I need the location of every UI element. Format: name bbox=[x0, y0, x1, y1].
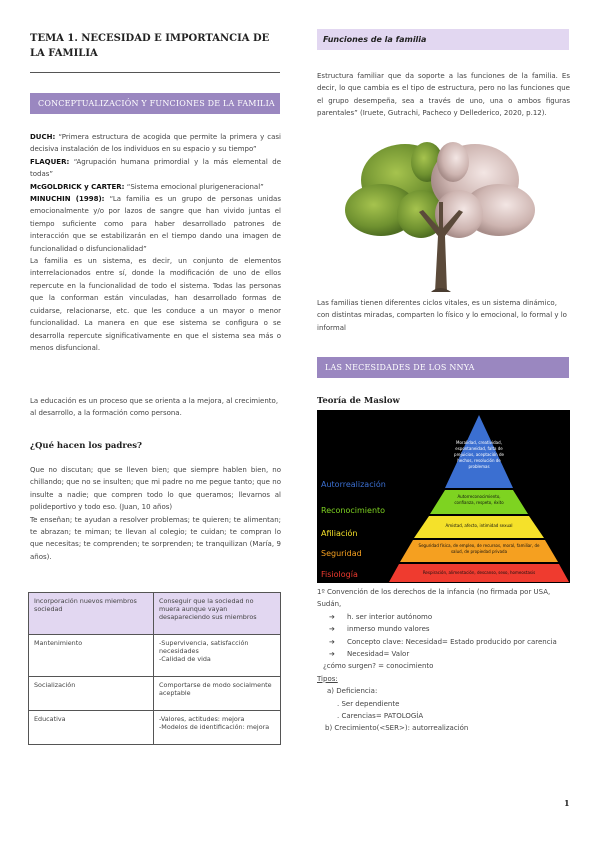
maslow-text-afiliacion: Amistad, afecto, intimidad sexual bbox=[445, 523, 513, 528]
definitions-block bbox=[30, 131, 281, 354]
maslow-text-seguridad: Seguridad física, de empleo, de recursos, moral, familiar, de salud, de propiedad privada bbox=[418, 543, 540, 554]
convention-line: 1º Convención de los derechos de la infancia (no firmada por USA, Sudán, bbox=[317, 588, 551, 609]
cycles-paragraph: Las familias tienen diferentes ciclos vitales, es un sistema dinámico, con distintas miradas, comparten lo físico y lo emocional, lo formal y lo informal bbox=[317, 299, 567, 332]
table-cell: Mantenimiento bbox=[29, 635, 154, 677]
tipos-a1: . Ser dependiente bbox=[337, 699, 400, 708]
table-header-cell: Incorporación nuevos miembros sociedad bbox=[29, 593, 154, 635]
arrow-right-icon: ➔ bbox=[329, 637, 335, 646]
table-header-cell: Conseguir que la sociedad no muera aunque vayan desapareciendo sus miembros bbox=[154, 593, 281, 635]
table-cell: Socialización bbox=[29, 677, 154, 711]
education-paragraph: La educación es un proceso que se orienta a la mejora, al crecimiento, al desarrollo, a la formación como persona. bbox=[30, 397, 279, 418]
definition-minuchin: MINUCHIN (1998): “La familia es un grupo de personas unidas emocionalmente y/o por lazos de sangre que han vivido juntas el tiempo suficiente como para haber desarrollado patrones de interacción que se estabilizarán en el tiempo dando una imagen de funcionalidad o disfuncionalidad” bbox=[30, 195, 281, 253]
list-item: ➔ Concepto clave: Necesidad= Estado producido por carencia bbox=[317, 636, 573, 648]
needs-bullet-list bbox=[317, 611, 573, 661]
list-item: ➔ h. ser interior autónomo bbox=[317, 611, 573, 623]
list-item: ➔ Necesidad= Valor bbox=[317, 648, 573, 660]
arrow-right-icon: ➔ bbox=[329, 650, 335, 659]
functions-paragraph: Estructura familiar que da soporte a las funciones de la familia. Es decir, lo que cambia es el tipo de estructura, pero no las funciones que el grupo desempeña, sea a través de uno, una o ambos figuras parentales” (Iruete, Gutrachi, Pacheco y Dellederico, 2020, p.12). bbox=[317, 72, 570, 118]
table-row bbox=[29, 711, 281, 745]
maslow-heading: Teoría de Maslow bbox=[317, 396, 400, 406]
table-row bbox=[29, 635, 281, 677]
table-row bbox=[29, 677, 281, 711]
tree-trunk bbox=[419, 202, 463, 292]
parents-quote-juan: Que no discutan; que se lleven bien; que siempre hablen bien, no chillando; que no se insulten; que mi padre no me pegue tanto; que no insulte a nadie; que compren todo lo que queramos; llevarnos al polideportivo y todo eso. (Juan, 10 años) bbox=[30, 466, 281, 512]
tipos-a: a) Deficiencia: bbox=[327, 687, 378, 696]
origin-line: ¿cómo surgen? = conocimiento bbox=[323, 662, 434, 671]
maslow-label-autorrealizacion: Autorrealización bbox=[321, 480, 386, 489]
maslow-pyramid bbox=[317, 410, 570, 583]
section-banner-necesidades: LAS NECESIDADES DE LOS NNYA bbox=[317, 357, 569, 378]
functions-heading-box bbox=[317, 29, 569, 50]
parents-quote-maria: Te enseñan; te ayudan a resolver problemas; te quieren; te alimentan; te abrazan; te miman; te llevan al colegio; te cuidan; te compran lo que necesitas; te comprenden; te sorprenden; te tranquilizan (María, 9 años). bbox=[30, 515, 281, 561]
table-header-row bbox=[29, 593, 281, 635]
list-item: ➔ inmerso mundo valores bbox=[317, 623, 573, 635]
table-cell: Educativa bbox=[29, 711, 154, 745]
needs-notes bbox=[317, 586, 573, 735]
definition-duch: DUCH: “Primera estructura de acogida que permite la primera y casi decisiva instalación de los individuos en su espacio y su tiempo” bbox=[30, 133, 281, 154]
definition-flaquer: FLAQUER: “Agrupación humana primordial y la más elemental de todas” bbox=[30, 157, 281, 179]
arrow-right-icon: ➔ bbox=[329, 625, 335, 634]
tree-watermark: Dice bbox=[341, 182, 357, 190]
maslow-text-autorrealizacion: Moralidad, creatividad, espontaneidad, falta de prejuicios, aceptación de hechos, resolución de problemas bbox=[454, 440, 504, 469]
definition-mcgoldrick: McGOLDRICK y CARTER: “Sistema emocional plurigeneracional” bbox=[30, 182, 264, 191]
functions-table bbox=[28, 592, 281, 745]
section-banner-conceptualizacion: CONCEPTUALIZACIÓN Y FUNCIONES DE LA FAMILIA bbox=[30, 93, 280, 114]
maslow-label-fisiologia: Fisiología bbox=[321, 570, 358, 579]
tipos-b: b) Crecimiento(<SER>): autorrealización bbox=[325, 724, 469, 733]
arrow-right-icon: ➔ bbox=[329, 612, 335, 621]
functions-heading: Funciones de la familia bbox=[323, 35, 427, 44]
page-number: 1 bbox=[564, 798, 570, 808]
table-cell: -Valores, actitudes: mejora -Modelos de identificación: mejora bbox=[154, 711, 281, 745]
tipos-a2: . Carencias= PATOLOGÍA bbox=[337, 712, 424, 721]
maslow-text-reconocimiento: Autorreconocimiento, confianza, respeto, éxito bbox=[454, 494, 504, 505]
maslow-label-reconocimiento: Reconocimiento bbox=[321, 506, 386, 515]
title-divider bbox=[30, 72, 280, 73]
page-title: TEMA 1. NECESIDAD E IMPORTANCIA DE LA FAMILIA bbox=[30, 33, 270, 59]
maslow-label-afiliacion: Afiliación bbox=[321, 529, 358, 538]
tipos-heading: Tipos: bbox=[317, 674, 338, 683]
table-cell: -Supervivencia, satisfacción necesidades -Calidad de vida bbox=[154, 635, 281, 677]
system-paragraph: La familia es un sistema, es decir, un conjunto de elementos interrelacionados entre sí, donde la modificación de uno de ellos repercute en la funcionalidad de todo el sistema. Todas las personas que la conforman están vinculadas, han desarrollado formas de cuidarse, relacionarse, etc. que les conduce a un mayor o menor funcionalidad. La manera en que ese sistema se configura o se desarrolla repercute significativamente en que el sistema sea más o menos disfuncional. bbox=[30, 257, 281, 352]
maslow-label-seguridad: Seguridad bbox=[321, 549, 362, 558]
table-cell: Comportarse de modo socialmente aceptable bbox=[154, 677, 281, 711]
tree-canopy-blossom bbox=[431, 142, 535, 238]
tree-illustration bbox=[335, 132, 545, 294]
parents-heading: ¿Qué hacen los padres? bbox=[30, 441, 143, 451]
parents-quotes bbox=[30, 464, 281, 563]
maslow-text-fisiologia: Respiración, alimentación, descanso, sexo, homeostasis bbox=[422, 570, 536, 575]
